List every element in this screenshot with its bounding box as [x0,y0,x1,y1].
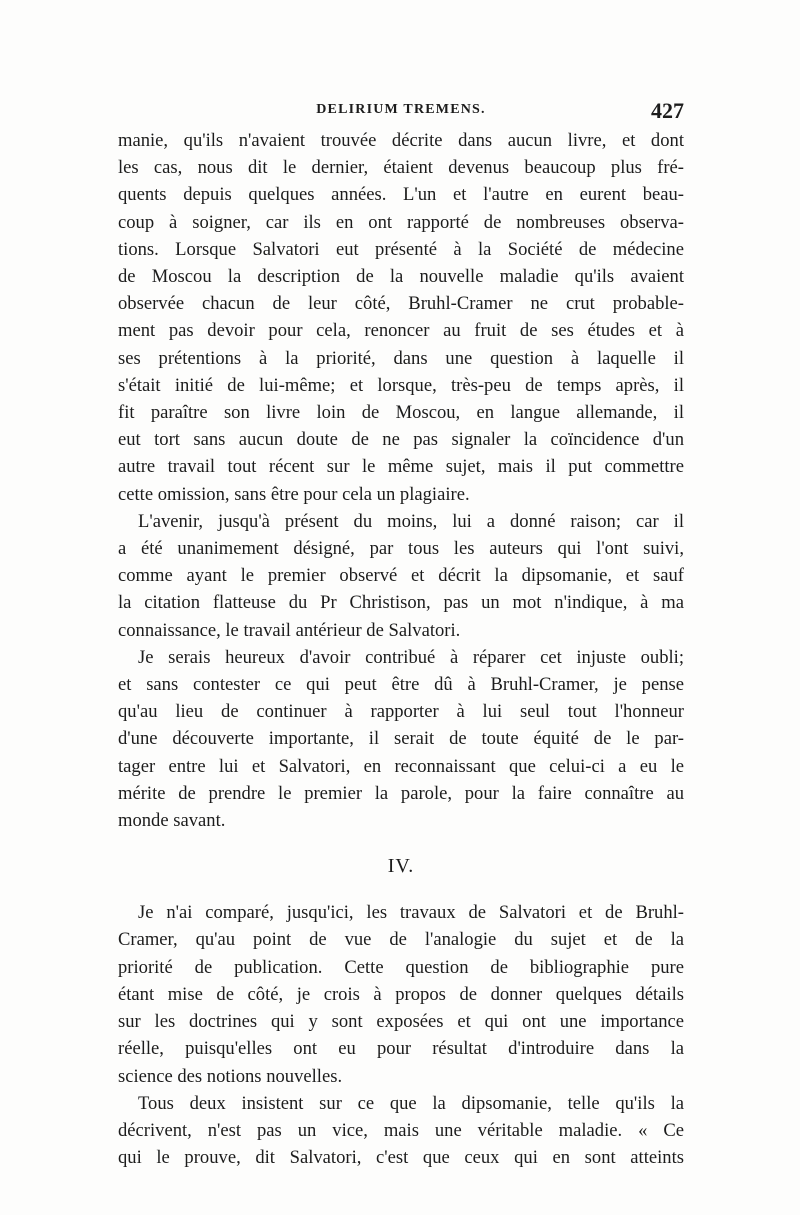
text-line: priorité de publication. Cette question de bibliographie pure [118,956,684,978]
text-line: de Moscou la description de la nouvelle maladie qu'ils avaient [118,266,684,288]
paragraph-2 [118,508,684,644]
text-line: Tous deux insistent sur ce que la dipsomanie, telle qu'ils la [138,1092,684,1114]
text-line: s'était initié de lui-même; et lorsque, très-peu de temps après, il [118,374,684,396]
running-head [118,98,684,122]
text-line: coup à soigner, car ils en ont rapporté de nombreuses observa- [118,211,684,233]
text-line: d'une découverte importante, il serait de toute équité de le par- [118,728,684,750]
text-line: quents depuis quelques années. L'un et l'autre en eurent beau- [118,184,684,206]
text-line: tions. Lorsque Salvatori eut présenté à la Société de médecine [118,238,684,260]
text-line: décrivent, n'est pas un vice, mais une véritable maladie. « Ce [118,1119,684,1141]
text-line: mérite de prendre le premier la parole, pour la faire connaître au [118,782,684,804]
text-line: sur les doctrines qui y sont exposées et qui ont une importance [118,1011,684,1033]
text-line: a été unanimement désigné, par tous les auteurs qui l'ont suivi, [118,538,684,560]
text-line: cette omission, sans être pour cela un plagiaire. [118,483,470,505]
text-line: fit paraître son livre loin de Moscou, en langue allemande, il [118,402,684,424]
text-line: et sans contester ce qui peut être dû à Bruhl-Cramer, je pense [118,674,684,696]
text-line: ses prétentions à la priorité, dans une question à laquelle il [118,347,684,369]
text-line: ment pas devoir pour cela, renoncer au fruit de ses études et à [118,320,684,342]
text-line: L'avenir, jusqu'à présent du moins, lui a donné raison; car il [138,510,684,532]
section-heading: IV. [387,855,415,878]
text-line: manie, qu'ils n'avaient trouvée décrite dans aucun livre, et dont [118,130,684,151]
text-line: la citation flatteuse du Pr Christison, pas un mot n'indique, à ma [118,592,684,614]
paragraph-3 [118,644,684,834]
text-line: étant mise de côté, je crois à propos de donner quelques détails [118,983,684,1005]
text-line: les cas, nous dit le dernier, étaient devenus beaucoup plus fré- [118,157,684,179]
body-text [118,127,684,1171]
text-line: Je n'ai comparé, jusqu'ici, les travaux de Salvatori et de Bruhl- [138,902,684,924]
text-line: réelle, puisqu'elles ont eu pour résultat d'introduire dans la [118,1038,684,1060]
text-line: comme ayant le premier observé et décrit la dipsomanie, et sauf [118,565,684,587]
text-line: Cramer, qu'au point de vue de l'analogie du sujet et de la [118,929,684,951]
text-line: eut tort sans aucun doute de ne pas signaler la coïncidence d'un [118,429,684,451]
paragraph-4 [118,899,684,1089]
page-number: 427 [651,98,684,123]
text-line: qu'au lieu de continuer à rapporter à lui seul tout l'honneur [118,701,684,723]
text-line: tager entre lui et Salvatori, en reconnaissant que celui-ci a eu le [118,755,684,777]
text-line: monde savant. [118,810,226,832]
text-line: Je serais heureux d'avoir contribué à réparer cet injuste oubli; [138,646,684,668]
text-line: science des notions nouvelles. [118,1065,343,1087]
running-title: DELIRIUM TREMENS. [316,102,486,117]
paragraph-5 [118,1090,684,1172]
text-line: autre travail tout récent sur le même sujet, mais il put commettre [118,456,684,478]
text-line: connaissance, le travail antérieur de Salvatori. [118,619,461,641]
text-line: observée chacun de leur côté, Bruhl-Cramer ne crut probable- [118,293,684,315]
text-line: qui le prouve, dit Salvatori, c'est que ceux qui en sont atteints [118,1147,684,1169]
paragraph-1 [118,127,684,508]
